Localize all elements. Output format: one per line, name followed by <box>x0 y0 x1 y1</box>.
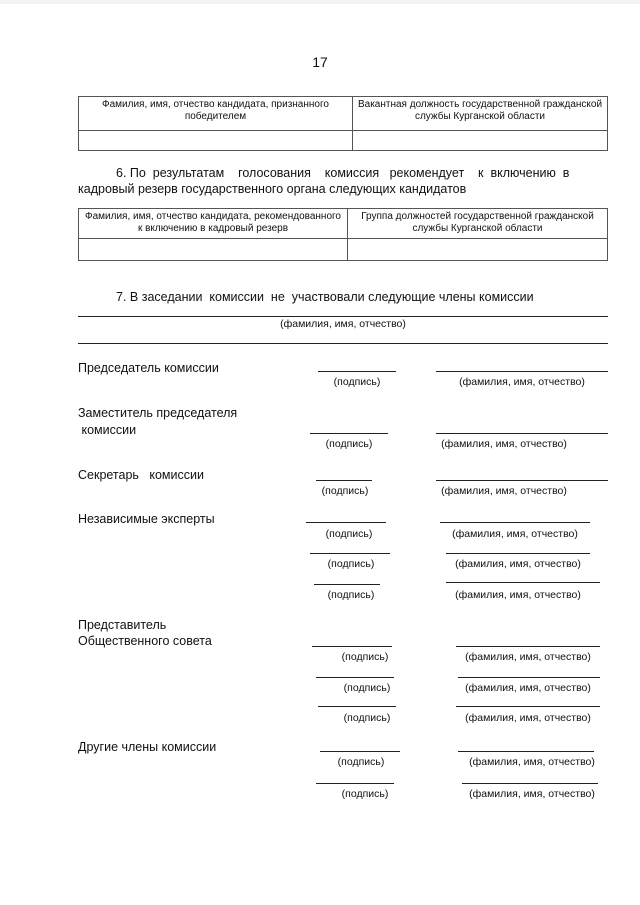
name-caption: (фамилия, имя, отчество) <box>441 438 567 450</box>
signature-line <box>306 522 386 523</box>
name-line <box>462 783 598 784</box>
role-experts: Независимые эксперты <box>78 512 215 526</box>
name-line <box>436 371 608 372</box>
signature-line <box>318 706 396 707</box>
signature-line <box>316 783 394 784</box>
signature-caption: (подпись) <box>333 376 381 388</box>
name-caption: (фамилия, имя, отчество) <box>469 788 595 800</box>
winner-table-header-name: Фамилия, имя, отчество кандидата, признанного победителем <box>79 97 353 131</box>
name-caption: (фамилия, имя, отчество) <box>455 589 581 601</box>
name-caption: (фамилия, имя, отчество) <box>455 558 581 570</box>
signature-caption: (подпись) <box>343 712 391 724</box>
role-chair: Председатель комиссии <box>78 361 219 375</box>
signature-caption: (подпись) <box>341 651 389 663</box>
signature-caption: (подпись) <box>327 589 375 601</box>
name-line <box>446 582 600 583</box>
signature-caption: (подпись) <box>325 528 373 540</box>
name-caption: (фамилия, имя, отчество) <box>465 682 591 694</box>
name-line <box>446 553 590 554</box>
name-caption: (фамилия, имя, отчество) <box>469 756 595 768</box>
role-public-line1: Представитель <box>78 618 167 632</box>
signature-line <box>310 433 388 434</box>
winner-table-cell <box>79 131 353 151</box>
signature-caption: (подпись) <box>327 558 375 570</box>
role-deputy-line1: Заместитель председателя <box>78 406 238 420</box>
section6-line2: кадровый резерв государственного органа следующих кандидатов <box>78 182 467 196</box>
name-line <box>436 480 608 481</box>
signature-line <box>310 553 390 554</box>
role-secretary: Секретарь комиссии <box>78 468 204 482</box>
absent-members-line <box>78 316 608 317</box>
signature-line <box>320 751 400 752</box>
reserve-table <box>78 208 608 261</box>
role-deputy-line2: комиссии <box>78 423 137 437</box>
signature-line <box>316 677 394 678</box>
winner-table-cell <box>353 131 608 151</box>
name-caption: (фамилия, имя, отчество) <box>465 651 591 663</box>
name-caption: (фамилия, имя, отчество) <box>441 485 567 497</box>
absent-members-caption: (фамилия, имя, отчество) <box>280 318 406 330</box>
signature-line <box>316 480 372 481</box>
reserve-table-cell <box>79 239 348 261</box>
page-number: 17 <box>312 54 328 70</box>
name-line <box>440 522 590 523</box>
scan-edge <box>0 0 640 4</box>
signature-caption: (подпись) <box>341 788 389 800</box>
name-line <box>458 677 600 678</box>
reserve-table-header-name: Фамилия, имя, отчество кандидата, рекомендованного к включению в кадровый резерв <box>79 209 348 239</box>
name-line <box>458 751 594 752</box>
reserve-table-header-group: Группа должностей государственной гражданской службы Курганской области <box>348 209 608 239</box>
name-caption: (фамилия, имя, отчество) <box>465 712 591 724</box>
role-others: Другие члены комиссии <box>78 740 217 754</box>
signature-line <box>312 646 392 647</box>
absent-members-line <box>78 343 608 344</box>
name-caption: (фамилия, имя, отчество) <box>452 528 578 540</box>
name-caption: (фамилия, имя, отчество) <box>459 376 585 388</box>
signature-line <box>318 371 396 372</box>
name-line <box>456 646 600 647</box>
section6-line1: 6. По результатам голосования комиссия рекомендует к включению в <box>116 166 570 180</box>
name-line <box>456 706 600 707</box>
winner-table <box>78 96 608 151</box>
reserve-table-cell <box>348 239 608 261</box>
name-line <box>436 433 608 434</box>
role-public-line2: Общественного совета <box>78 634 212 648</box>
signature-caption: (подпись) <box>337 756 385 768</box>
section7-heading: 7. В заседании комиссии не участвовали следующие члены комиссии <box>116 290 534 304</box>
winner-table-header-position: Вакантная должность государственной гражданской службы Курганской области <box>353 97 608 131</box>
signature-caption: (подпись) <box>321 485 369 497</box>
signature-caption: (подпись) <box>325 438 373 450</box>
signature-caption: (подпись) <box>343 682 391 694</box>
signature-line <box>314 584 380 585</box>
